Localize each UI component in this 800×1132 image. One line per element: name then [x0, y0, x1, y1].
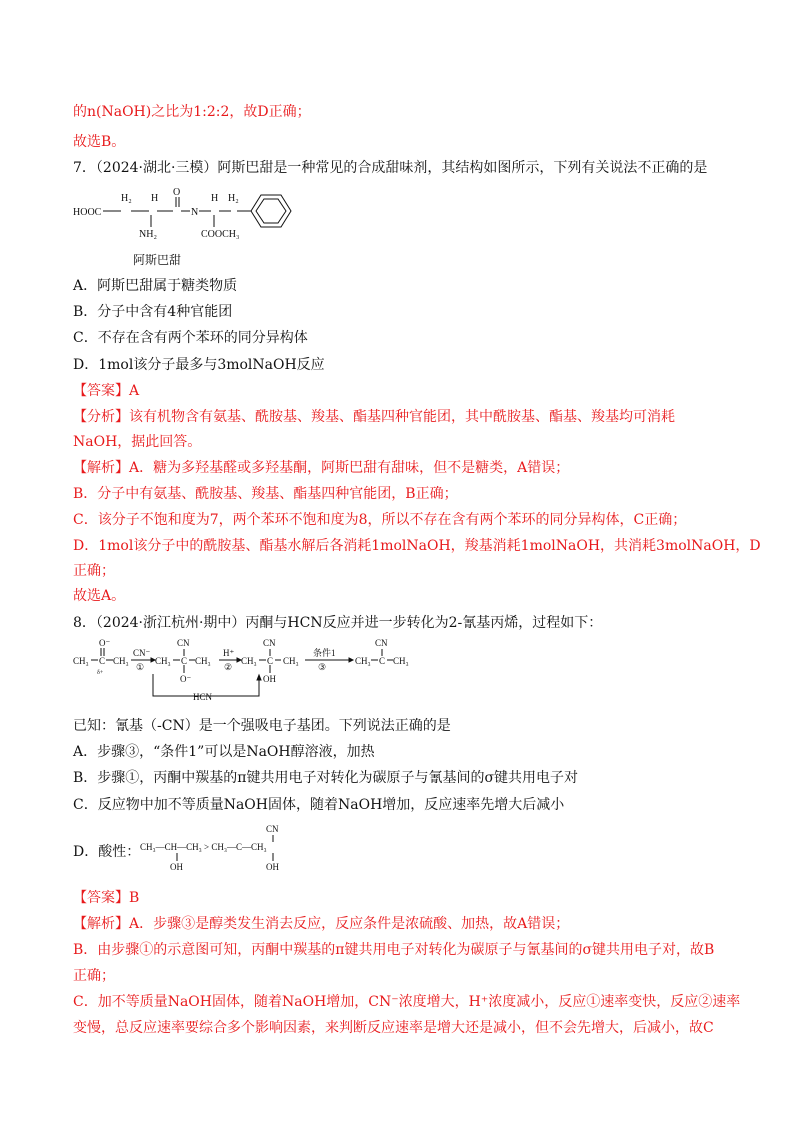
explanation-line: D．1mol该分子中的酰胺基、酯基水解后各消耗1molNaOH，羧基消耗1molNaOH，共消耗3molNaOH，D [73, 538, 761, 554]
label-cn: CN [375, 638, 388, 648]
step-2: ② [224, 662, 233, 672]
label-h2-b: H₂ [228, 193, 239, 204]
option-c: C．反应物中加不等质量NaOH固体，随着NaOH增加，反应速率先增大后减小 [73, 797, 565, 813]
label-c: C [379, 656, 386, 666]
label-ch3: CH₃ [393, 656, 409, 666]
option-d: D．1mol该分子最多与3molNaOH反应 [73, 357, 325, 373]
label-h2: H₂ [121, 193, 132, 204]
analysis-line: NaOH，据此回答。 [73, 434, 202, 450]
option-d: D．酸性： [73, 844, 141, 860]
option-b: B．步骤①，丙酮中羰基的π键共用电子对转化为碳原子与氰基间的σ键共用电子对 [73, 770, 579, 786]
option-a: A．步骤③，“条件1”可以是NaOH醇溶液，加热 [73, 744, 375, 760]
explanation-line: B．由步骤①的示意图可知，丙酮中羰基的π键共用电子对转化为碳原子与氰基间的σ键共用电子对，故B [73, 942, 715, 958]
label-cn: CN [266, 824, 279, 834]
label-ch3: CH₃ [241, 656, 257, 666]
label-o: O⁻ [99, 638, 111, 648]
label-h-b: H [211, 193, 219, 204]
label-cn: CN [263, 638, 276, 648]
reaction-scheme [73, 638, 493, 708]
analysis-line: 【分析】该有机物含有氨基、酰胺基、羧基、酯基四种官能团，其中酰胺基、酯基、羧基均可消耗 [73, 409, 675, 425]
label-oh: OH [170, 862, 183, 872]
acidity-formula: CH₃—CH—CH₃ > CH₃—C—CH₃ [140, 842, 267, 852]
label-hcn: HCN [193, 692, 213, 702]
text-line: 故选B。 [73, 134, 126, 150]
label-ch3: CH₃ [73, 656, 89, 666]
label-ch3: CH₃ [113, 656, 129, 666]
label-c: C [267, 656, 274, 666]
explanation-line: 【解析】A．步骤③是醇类发生消去反应，反应条件是浓硫酸、加热，故A错误； [73, 916, 570, 932]
explanation-line: C．该分子不饱和度为7，两个苯环不饱和度为8，所以不存在含有两个苯环的同分异构体，C正确； [73, 512, 687, 528]
explanation-line: C．加不等质量NaOH固体，随着NaOH增加，CN⁻浓度增大，H⁺浓度减小，反应①速率变快，反应②速率 [73, 994, 741, 1010]
explanation-line: B．分子中有氨基、酰胺基、羧基、酯基四种官能团，B正确； [73, 486, 458, 502]
option-c: C．不存在含有两个苯环的同分异构体 [73, 330, 308, 346]
label-n: N [191, 207, 199, 218]
label-o-minus: O⁻ [180, 674, 192, 684]
label-c: C [99, 656, 106, 666]
known-line: 已知：氰基（-CN）是一个强吸电子基团。下列说法正确的是 [73, 718, 451, 734]
label-delta: δ+ [97, 670, 104, 676]
option-a: A．阿斯巴甜属于糖类物质 [73, 278, 238, 294]
explanation-line: 【解析】A．糖为多羟基醛或多羟基酮，阿斯巴甜有甜味，但不是糖类，A错误； [73, 460, 570, 476]
option-b: B．分子中含有4种官能团 [73, 304, 233, 320]
label-o: O [173, 187, 181, 198]
aspartame-structure [73, 185, 303, 245]
label-ch3: CH₃ [155, 656, 171, 666]
explanation-line: 正确； [73, 968, 115, 984]
label-hooc: HOOC [73, 207, 102, 218]
explanation-line: 变慢，总反应速率要综合多个影响因素，来判断反应速率是增大还是减小，但不会先增大，后减小，故C [73, 1020, 714, 1036]
answer-label: 【答案】A [73, 383, 140, 399]
step-3: ③ [318, 662, 327, 672]
label-cooch3: COOCH₃ [201, 229, 240, 240]
label-h: H [151, 193, 159, 204]
label-oh: OH [266, 862, 279, 872]
acidity-comparison [140, 820, 340, 876]
label-ch3: CH₃ [195, 656, 211, 666]
label-cn: CN [177, 638, 190, 648]
step-1: ① [136, 662, 145, 672]
label-ch3: CH₃ [283, 656, 299, 666]
structure-caption: 阿斯巴甜 [133, 253, 182, 267]
explanation-line: 正确； [73, 563, 115, 579]
label-oh: OH [263, 674, 276, 684]
explanation-line: 故选A。 [73, 588, 126, 604]
label-ch3: CH₃ [355, 656, 371, 666]
question-7: 7．（2024·湖北·三模）阿斯巴甜是一种常见的合成甜味剂，其结构如图所示，下列有关说法不正确的是 [73, 160, 708, 176]
answer-label: 【答案】B [73, 890, 140, 906]
question-8: 8．（2024·浙江杭州·期中）丙酮与HCN反应并进一步转化为2-氰基丙烯，过程如下： [73, 615, 603, 631]
label-condition: 条件1 [313, 648, 336, 658]
label-cn-minus: CN⁻ [133, 648, 151, 658]
label-nh2: NH₂ [139, 229, 157, 240]
label-c: C [181, 656, 188, 666]
text-line: 的n(NaOH)之比为1:2:2，故D正确； [73, 104, 311, 120]
label-h-plus: H⁺ [223, 648, 235, 658]
